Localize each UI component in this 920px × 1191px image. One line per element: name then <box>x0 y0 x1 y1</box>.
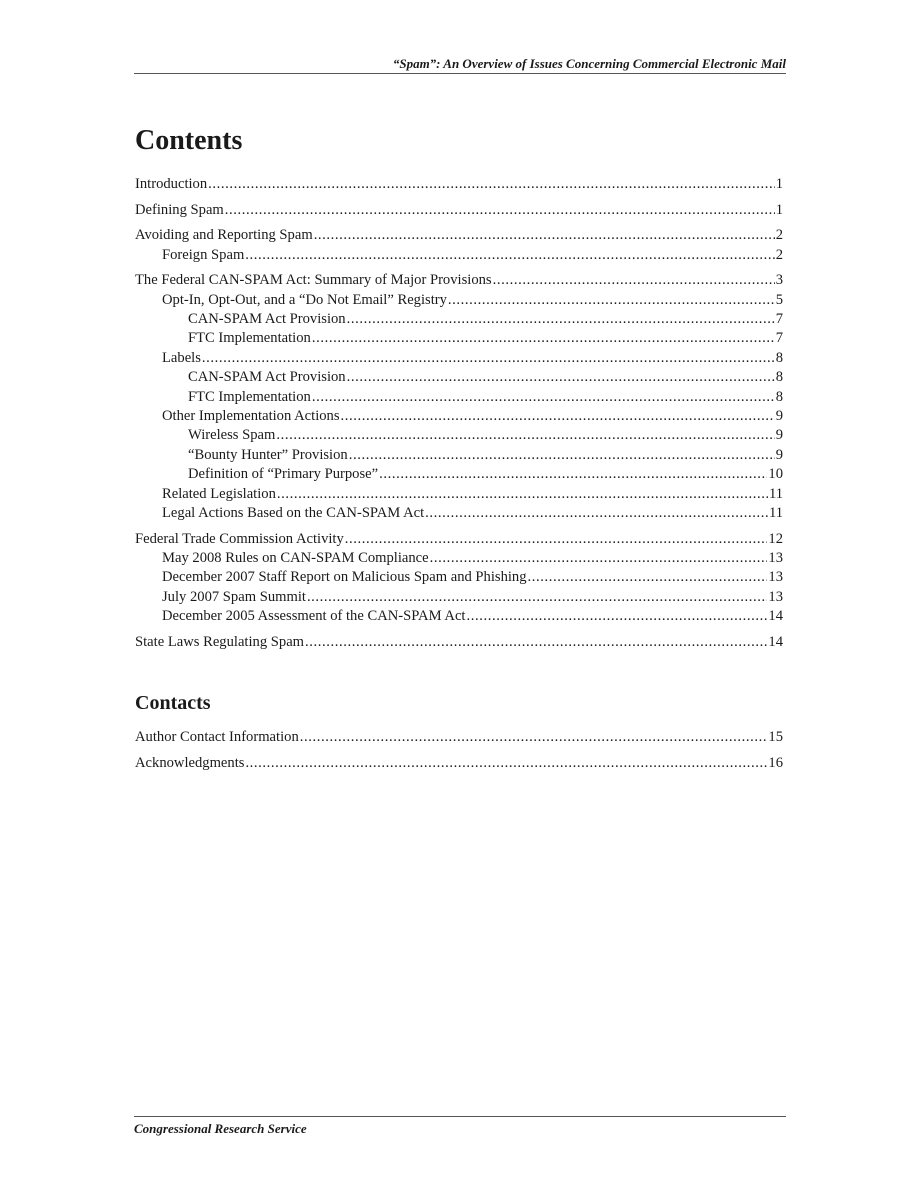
toc-entry-label: FTC Implementation <box>188 388 311 405</box>
toc-entry-label: Opt-In, Opt-Out, and a “Do Not Email” Registry <box>162 291 447 308</box>
dot-leader <box>307 588 767 607</box>
toc-entry-page-number: 10 <box>768 466 783 483</box>
toc-entry-label: May 2008 Rules on CAN-SPAM Compliance <box>162 550 429 567</box>
running-footer: Congressional Research Service <box>134 1116 786 1137</box>
toc-entry-page-number: 14 <box>768 608 783 625</box>
toc-entry[interactable] <box>135 426 783 445</box>
dot-leader <box>448 291 775 310</box>
toc-entry-page-number: 7 <box>775 330 783 347</box>
dot-leader <box>347 368 775 387</box>
toc-entry-page-number: 9 <box>775 446 783 463</box>
toc-entry[interactable] <box>135 530 783 549</box>
dot-leader <box>466 607 767 626</box>
dot-leader <box>379 465 767 484</box>
toc-entry-label: Author Contact Information <box>135 729 299 745</box>
toc-entry[interactable] <box>135 465 783 484</box>
toc-entry-page-number: 7 <box>775 311 783 327</box>
toc-entry-label: “Bounty Hunter” Provision <box>188 446 348 463</box>
dot-leader <box>528 568 768 587</box>
dot-leader <box>245 246 774 265</box>
toc-entry-page-number: 9 <box>775 427 783 444</box>
toc-entry-label: December 2005 Assessment of the CAN-SPAM Act <box>162 608 466 625</box>
toc-entry-label: The Federal CAN-SPAM Act: Summary of Major Provisions <box>135 272 492 289</box>
toc-entry-page-number: 5 <box>775 291 783 308</box>
table-of-contents <box>135 175 783 652</box>
contacts-title: Contacts <box>135 692 211 714</box>
running-header: “Spam”: An Overview of Issues Concerning Commercial Electronic Mail <box>134 56 786 74</box>
toc-entry-page-number: 14 <box>768 633 783 650</box>
toc-entry-page-number: 1 <box>775 201 783 218</box>
toc-entry-page-number: 9 <box>775 408 783 425</box>
dot-leader <box>202 349 775 368</box>
toc-entry-label: State Laws Regulating Spam <box>135 633 305 650</box>
dot-leader <box>347 310 775 329</box>
toc-entry[interactable] <box>135 310 783 329</box>
contacts-list <box>135 728 783 779</box>
toc-entry-label: Other Implementation Actions <box>162 408 340 425</box>
dot-leader <box>225 201 775 220</box>
toc-entry[interactable] <box>135 754 783 773</box>
toc-entry-page-number: 2 <box>775 246 783 263</box>
dot-leader <box>305 633 767 652</box>
toc-entry[interactable] <box>135 368 783 387</box>
toc-entry-label: December 2007 Staff Report on Malicious Spam and Phishing <box>162 569 527 586</box>
toc-entry-label: Acknowledgments <box>135 754 245 771</box>
contents-title: Contents <box>135 125 243 156</box>
toc-entry[interactable] <box>135 349 783 368</box>
toc-entry-page-number: 11 <box>768 505 783 522</box>
toc-entry-label: FTC Implementation <box>188 330 311 347</box>
dot-leader <box>276 426 774 445</box>
dot-leader <box>345 530 768 549</box>
toc-entry-page-number: 8 <box>775 388 783 405</box>
toc-entry-label: Avoiding and Reporting Spam <box>135 227 313 244</box>
dot-leader <box>349 446 775 465</box>
toc-entry[interactable] <box>135 485 783 504</box>
toc-entry[interactable] <box>135 549 783 568</box>
dot-leader <box>314 226 775 245</box>
toc-entry-page-number: 13 <box>768 588 783 605</box>
toc-entry-page-number: 8 <box>775 349 783 366</box>
dot-leader <box>430 549 768 568</box>
toc-entry[interactable] <box>135 633 783 652</box>
toc-entry[interactable] <box>135 226 783 245</box>
toc-entry-label: Federal Trade Commission Activity <box>135 530 344 547</box>
toc-entry-page-number: 13 <box>768 550 783 567</box>
toc-entry[interactable] <box>135 175 783 194</box>
toc-entry-label: Definition of “Primary Purpose” <box>188 466 379 483</box>
toc-entry-page-number: 3 <box>775 272 783 289</box>
toc-entry[interactable] <box>135 446 783 465</box>
dot-leader <box>208 175 775 194</box>
toc-entry[interactable] <box>135 201 783 220</box>
toc-entry-page-number: 15 <box>768 729 783 745</box>
toc-entry[interactable] <box>135 291 783 310</box>
toc-entry-label: Legal Actions Based on the CAN-SPAM Act <box>162 505 425 522</box>
toc-entry-page-number: 1 <box>775 176 783 192</box>
dot-leader <box>425 504 768 523</box>
toc-entry[interactable] <box>135 388 783 407</box>
toc-entry-page-number: 16 <box>768 754 783 771</box>
dot-leader <box>493 271 775 290</box>
toc-entry[interactable] <box>135 728 783 747</box>
toc-entry-label: Foreign Spam <box>162 246 245 263</box>
toc-entry[interactable] <box>135 504 783 523</box>
toc-entry-label: Labels <box>162 349 201 366</box>
toc-entry[interactable] <box>135 568 783 587</box>
toc-entry[interactable] <box>135 271 783 290</box>
toc-entry-label: CAN-SPAM Act Provision <box>188 369 346 386</box>
toc-entry[interactable] <box>135 588 783 607</box>
toc-entry[interactable] <box>135 246 783 265</box>
toc-entry-label: Related Legislation <box>162 485 276 502</box>
toc-entry-page-number: 8 <box>775 369 783 386</box>
toc-entry[interactable] <box>135 607 783 626</box>
dot-leader <box>245 754 767 773</box>
toc-entry-label: CAN-SPAM Act Provision <box>188 311 346 327</box>
dot-leader <box>312 329 775 348</box>
toc-entry-page-number: 2 <box>775 227 783 244</box>
dot-leader <box>341 407 775 426</box>
dot-leader <box>312 388 775 407</box>
toc-entry-page-number: 11 <box>768 485 783 502</box>
dot-leader <box>277 485 768 504</box>
toc-entry-label: Wireless Spam <box>188 427 276 444</box>
toc-entry-page-number: 12 <box>768 530 783 547</box>
dot-leader <box>300 728 768 747</box>
toc-entry-label: Defining Spam <box>135 201 224 218</box>
toc-entry-label: Introduction <box>135 176 208 192</box>
toc-entry-page-number: 13 <box>768 569 783 586</box>
toc-entry-label: July 2007 Spam Summit <box>162 588 306 605</box>
toc-entry[interactable] <box>135 329 783 348</box>
toc-entry[interactable] <box>135 407 783 426</box>
